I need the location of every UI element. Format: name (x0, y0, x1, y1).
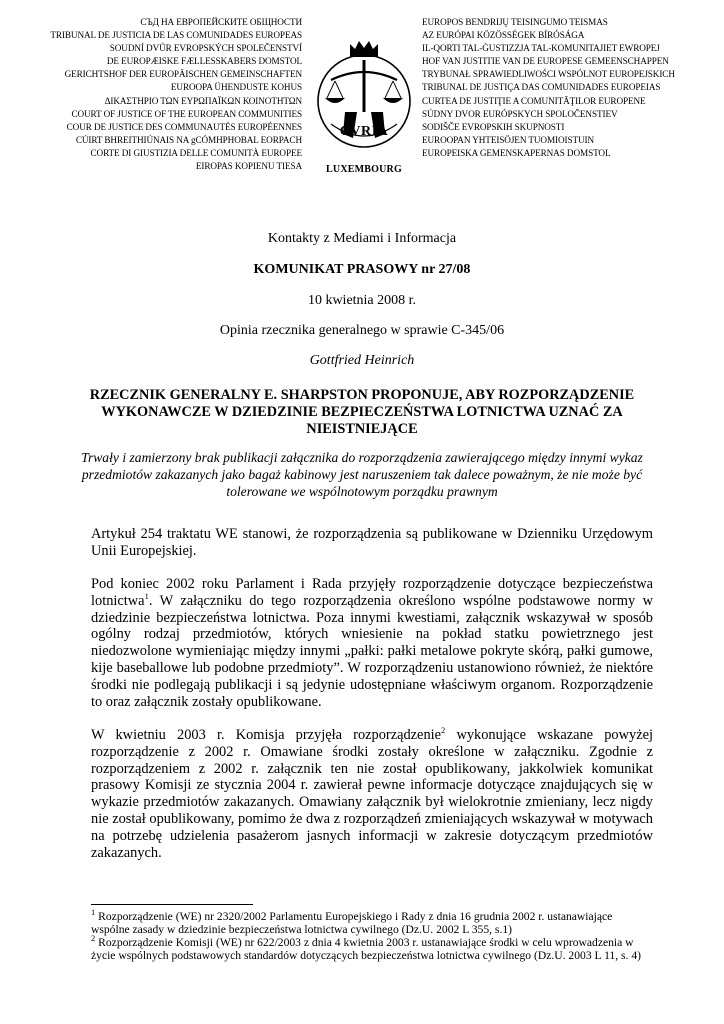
court-name: SOUDNÍ DVŮR EVROPSKÝCH SPOLEČENSTVÍ (109, 43, 302, 54)
headline: RZECZNIK GENERALNY E. SHARPSTON PROPONUJE, ABY ROZPORZĄDZENIE WYKONAWCZE W DZIEDZINIE BEZPIECZEŃSTWA LOTNICTWA UZNAĆ ZA NIEISTNIEJĄCE (89, 387, 635, 437)
court-name: CURTEA DE JUSTIŢIE A COMUNITĂŢILOR EUROPENE (422, 95, 646, 106)
press-release-number: KOMUNIKAT PRASOWY nr 27/08 (253, 262, 471, 277)
court-names-left (0, 16, 302, 173)
court-name: SÚDNY DVOR EURÓPSKYCH SPOLOČENSTIEV (422, 108, 618, 119)
court-name: EUROOPA ÜHENDUSTE KOHUS (170, 82, 302, 93)
court-name: COURT OF JUSTICE OF THE EUROPEAN COMMUNITIES (71, 108, 302, 119)
court-name: IL-QORTI TAL-ĠUSTIZZJA TAL-KOMUNITAJIET EWROPEJ (422, 43, 660, 54)
court-name: CORTE DI GIUSTIZIA DELLE COMUNITÀ EUROPEE (90, 147, 302, 158)
department-name: Kontakty z Mediami i Informacja (267, 231, 457, 246)
court-name: EUROPEISKA GEMENSKAPERNAS DOMSTOL (422, 147, 611, 158)
paragraph-2 (91, 576, 653, 710)
footnote-2 (91, 933, 653, 963)
court-name: GERICHTSHOF DER EUROPÄISCHEN GEMEINSCHAFTEN (64, 69, 302, 80)
paragraph-text: W kwietniu 2003 r. Komisja przyjęła rozporządzenie (91, 727, 442, 743)
footnote-number: 2 (91, 933, 96, 944)
paragraph-text: Pod koniec 2002 roku Parlament i Rada przyjęły rozporządzenie dotyczące bezpieczeństwa lotnictwa (91, 576, 653, 609)
location-label: LUXEMBOURG (326, 164, 402, 175)
footnote-divider (91, 904, 253, 905)
paragraph-text: . W załączniku do tego rozporządzenia określono wspólne podstawowe normy w dziedzinie bezpieczeństwa lotnictwa. Poza innymi kwestiami, załącznik wskazywał w sposób ogólny rodzaj przedmiotów, których wniesienie na pokład statku powietrznego jest niedozwolone wymieniając między innymi „pałki: pałki metalowe pokryte skórą, pałki gumowe, kije baseballowe lub podobne przedmioty”. W rozporządzeniu ustanowiono również, że niektóre środki nie podlegają publikacji i są jedynie udostępniane właściwym organom. Rozporządzenie to oraz załącznik zostały opublikowane. (91, 592, 653, 710)
subheadline: Trwały i zamierzony brak publikacji załącznika do rozporządzenia zawierającego między innymi wykaz przedmiotów zakazanych jako bagaż kabinowy jest naruszeniem tak dalece poważnym, że nie może być tolerowane we wspólnotowym porządku prawnym (81, 450, 643, 499)
court-name: CÚIRT BHREITHIÚNAIS NA gCÓMHPHOBAL EORPACH (75, 134, 302, 145)
paragraph-3 (91, 727, 653, 861)
release-date: 10 kwietnia 2008 r. (307, 293, 417, 308)
court-name: EUROPOS BENDRIJŲ TEISINGUMO TEISMAS (422, 17, 608, 27)
footnote-ref: 2 (441, 725, 446, 736)
footnote-ref: 1 (144, 591, 149, 601)
footnote-1 (91, 907, 653, 937)
court-name: TRIBUNAL DE JUSTICIA DE LAS COMUNIDADES EUROPEAS (50, 30, 302, 41)
court-name: DE EUROPÆISKE FÆLLESSKABERS DOMSTOL (106, 56, 302, 67)
case-reference: Opinia rzecznika generalnego w sprawie C-345/06 (219, 323, 505, 338)
court-name: COUR DE JUSTICE DES COMMUNAUTÉS EUROPÉENNES (66, 121, 302, 132)
court-name: TRYBUNAŁ SPRAWIEDLIWOŚCI WSPÓLNOT EUROPEJSKICH (422, 69, 675, 80)
party-name: Gottfried Heinrich (309, 353, 415, 368)
court-name: ΔΙΚΑΣΤΗΡΙΟ ΤΩΝ ΕΥΡΩΠΑΪΚΩΝ ΚΟΙΝΟΤΗΤΩΝ (104, 95, 302, 106)
footnote-text: Rozporządzenie (WE) nr 2320/2002 Parlamentu Europejskiego i Rady z dnia 16 grudnia 2002 r. ustanawiające wspólne zasady w dziedzinie bezpieczeństwa lotnictwa cywilnego (Dz.U. 2002 L 355, s.1) (91, 910, 613, 936)
paragraph-1: Artykuł 254 traktatu WE stanowi, że rozporządzenia są publikowane w Dzienniku Urzędowym Unii Europejskiej. (91, 526, 653, 559)
court-names-right (422, 16, 724, 160)
court-name: SODIŠČE EVROPSKIH SKUPNOSTI (422, 121, 565, 132)
paragraph-text: wykonujące wskazane powyżej rozporządzenie z 2002 r. Omawiane środki zostały określone w załączniku. Zgodnie z rozporządzeniem z 2002 r. załącznik ten nie został opublikowany, jakkolwiek komunikat prasowy Komisji ze stycznia 2004 r. zawierał pewne informacje dotyczące znajdujących się w wykazie przedmiotów zakazanych. Omawiany załącznik był wielokrotnie zmieniany, lecz nigdy nie został opublikowany, pomimo że dwa z rozporządzeń zmieniających wskazywał w motywach na potrzebę udzielenia pasażerom jasnych informacji w zakresie dotyczącym przedmiotów zakazanych. (91, 727, 653, 861)
court-name: EUROOPAN YHTEISÖJEN TUOMIOISTUIN (422, 134, 595, 145)
court-name: СЪД НА ЕВРОПЕЙСКИТЕ ОБЩНОСТИ (140, 17, 302, 27)
court-name: EIROPAS KOPIENU TIESA (195, 161, 302, 172)
logo-text: CVRIA (339, 124, 389, 139)
court-name: TRIBUNAL DE JUSTIÇA DAS COMUNIDADES EUROPEIAS (422, 82, 661, 93)
court-name: HOF VAN JUSTITIE VAN DE EUROPESE GEMEENSCHAPPEN (422, 56, 669, 67)
curia-logo-icon (313, 38, 415, 156)
footnote-text: Rozporządzenie Komisji (WE) nr 622/2003 z dnia 4 kwietnia 2003 r. ustanawiające środki w celu wprowadzenia w życie wspólnych podstawowych standardów dotyczących bezpieczeństwa lotnictwa cywilnego (Dz.U. 2003 L 11, s. 4) (91, 936, 641, 962)
footnote-number: 1 (91, 907, 96, 918)
court-name: AZ EURÓPAI KÖZÖSSÉGEK BÍRÓSÁGA (422, 30, 585, 41)
